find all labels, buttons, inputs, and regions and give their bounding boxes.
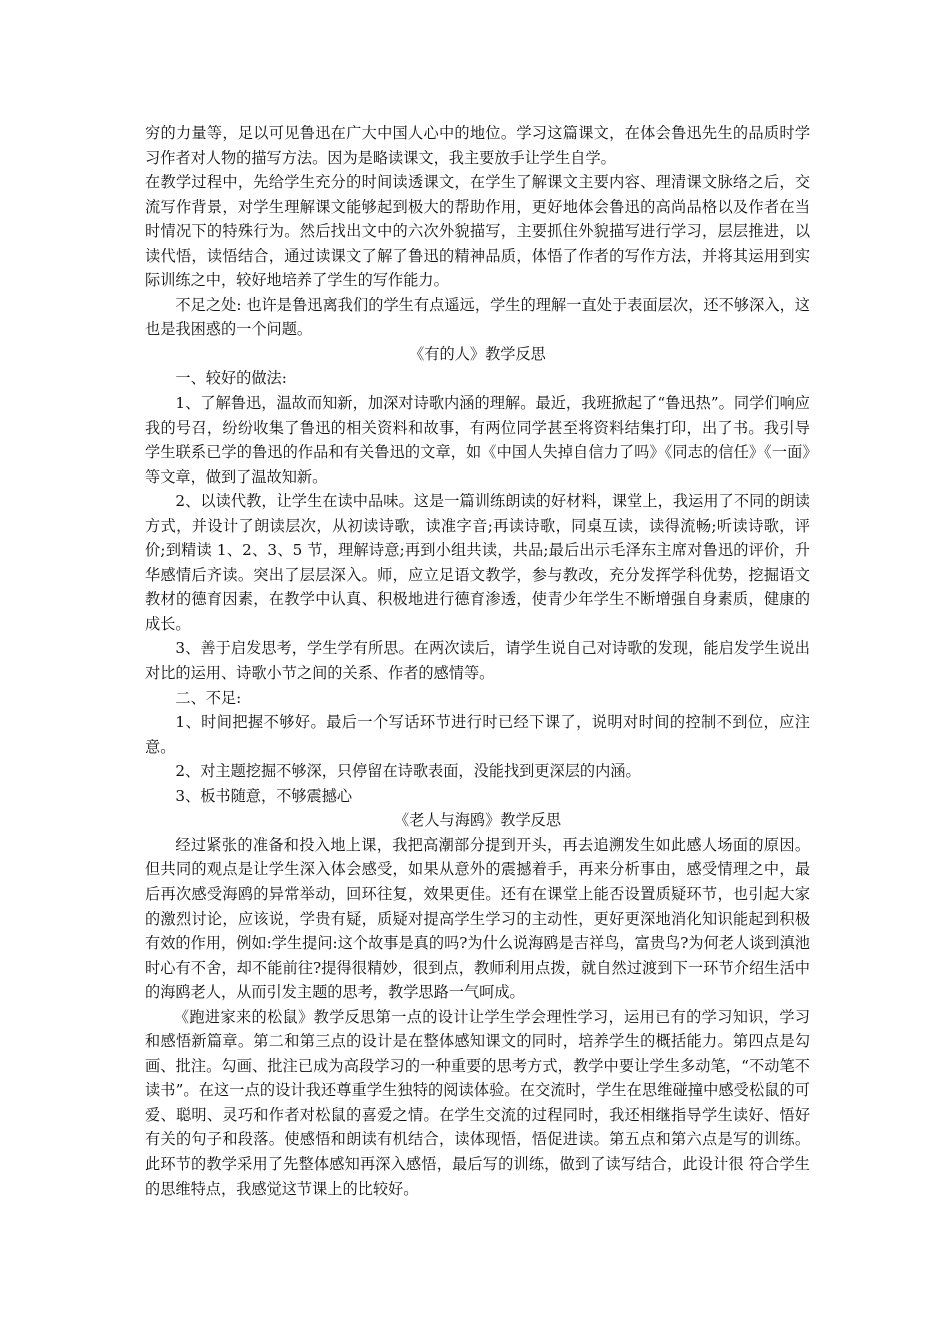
paragraph-lu-xun-intro: 穷的力量等，足以可见鲁迅在广大中国人心中的地位。学习这篇课文，在体会鲁迅先生的品质时学习作者对人物的描写方法。因为是略读课文，我主要放手让学生自学。 xyxy=(145,124,810,167)
paragraph-point-1: 1、了解鲁迅，温故而知新，加深对诗歌内涵的理解。最近，我班掀起了“鲁迅热”。同学们响应我的号召，纷纷收集了鲁迅的相关资料和故事，有两位同学甚至将资料结集打印，出了书。我引导学生联系已学的鲁迅的作品和有关鲁迅的文章，如《中国人失掉自信力了吗》《同志的信任》《一面》等文章，做到了温故知新。 xyxy=(145,394,810,486)
subheading-deficiencies: 二、不足: xyxy=(175,688,242,707)
paragraph-shortcomings: 不足之处: 也许是鲁迅离我们的学生有点遥远，学生的理解一直处于表面层次，还不够深入，这也是我困惑的一个问题。 xyxy=(145,295,810,339)
paragraph-teaching-process: 在教学过程中，先给学生充分的时间读透课文，在学生了解课文主要内容、理清课文脉络之后，交流写作背景，对学生理解课文能够起到极大的帮助作用，更好地体会鲁迅的高尚品格以及作者在当时情况下的特殊行为。然后找出文中的六次外貌描写，主要抓住外貌描写进行学习，层层推进，以读代悟，读悟结合，通过读课文了解了鲁迅的精神品质，体悟了作者的写作方法，并将其运用到实际训练之中，较好地培养了学生的写作能力。 xyxy=(145,173,810,290)
paragraph-gulls-reflection: 经过紧张的准备和投入地上课，我把高潮部分提到开头，再去追溯发生如此感人场面的原因。但共同的观点是让学生深入体会感受，如果从意外的震撼着手，再来分析事由，感受情理之中，最后再次感受海鸥的异常举动，回环往复，效果更佳。还有在课堂上能否设置质疑环节，也引起大家的激烈讨论，应该说，学贵有疑，质疑对提高学生学习的主动性，更好更深地消化知识能起到积极有效的作用，例如:学生提问:这个故事是真的吗?为什么说海鸥是吉祥鸟，富贵鸟?为何老人谈到滇池时心有不舍，却不能前往?提得很精妙，很到点，教师利用点拨，就自然过渡到下一环节介绍生活中的海鸥老人，从而引发主题的思考，教学思路一气呵成。 xyxy=(145,835,810,1002)
paragraph-deficiency-1: 1、时间把握不够好。最后一个写话环节进行时已经下课了，说明对时间的控制不到位，应注意。 xyxy=(145,713,810,756)
document-page xyxy=(145,121,810,1201)
paragraph-squirrel-reflection: 《跑进家来的松鼠》教学反思第一点的设计让学生学会理性学习，运用已有的学习知识，学习和感悟新篇章。第二和第三点的设计是在整体感知课文的同时，培养学生的概括能力。第四点是勾画、批注。勾画、批注已成为高段学习的一种重要的思考方式，教学中要让学生多动笔，“不动笔不读书”。在这一点的设计我还尊重学生独特的阅读体验。在交流时，学生在思维碰撞中感受松鼠的可爱、聪明、灵巧和作者对松鼠的喜爱之情。在学生交流的过程同时，我还相继指导学生读好、悟好有关的句子和段落。使感悟和朗读有机结合，读体现悟，悟促进读。第五点和第六点是写的训练。此环节的教学采用了先整体感知再深入感悟，最后写的训练，做到了读写结合，此设计很 符合学生的思维特点，我感觉这节课上的比较好。 xyxy=(145,1007,810,1198)
section-title-you-de-ren: 《有的人》教学反思 xyxy=(409,344,546,363)
paragraph-point-3: 3、善于启发思考，学生学有所思。在两次读后，请学生说自己对诗歌的发现，能启发学生说出对比的运用、诗歌小节之间的关系、作者的感情等。 xyxy=(145,639,810,683)
paragraph-deficiency-3: 3、板书随意，不够震撼心 xyxy=(175,786,353,805)
section-title-old-man-and-gulls: 《老人与海鸥》教学反思 xyxy=(393,811,562,830)
paragraph-deficiency-2: 2、对主题挖掘不够深，只停留在诗歌表面，没能找到更深层的内涵。 xyxy=(175,762,641,781)
paragraph-point-2: 2、以读代教，让学生在读中品味。这是一篇训练朗读的好材料，课堂上，我运用了不同的朗读方式，并设计了朗读层次，从初读诗歌，读准字音;再读诗歌，同桌互读，读得流畅;听读诗歌，评价;到精读 1、2、3、5 节，理解诗意;再到小组共读，共品;最后出示毛泽东主席对鲁迅的评价，升华感情后齐读。突出了层层深入。师，应立足语文教学，参与教改，充分发挥学科优势，挖掘语文教材的德育因素，在教学中认真、积极地进行德育渗透，使青少年学生不断增强自身素质，健康的成长。 xyxy=(145,492,810,633)
subheading-good-practices: 一、较好的做法: xyxy=(175,369,287,388)
